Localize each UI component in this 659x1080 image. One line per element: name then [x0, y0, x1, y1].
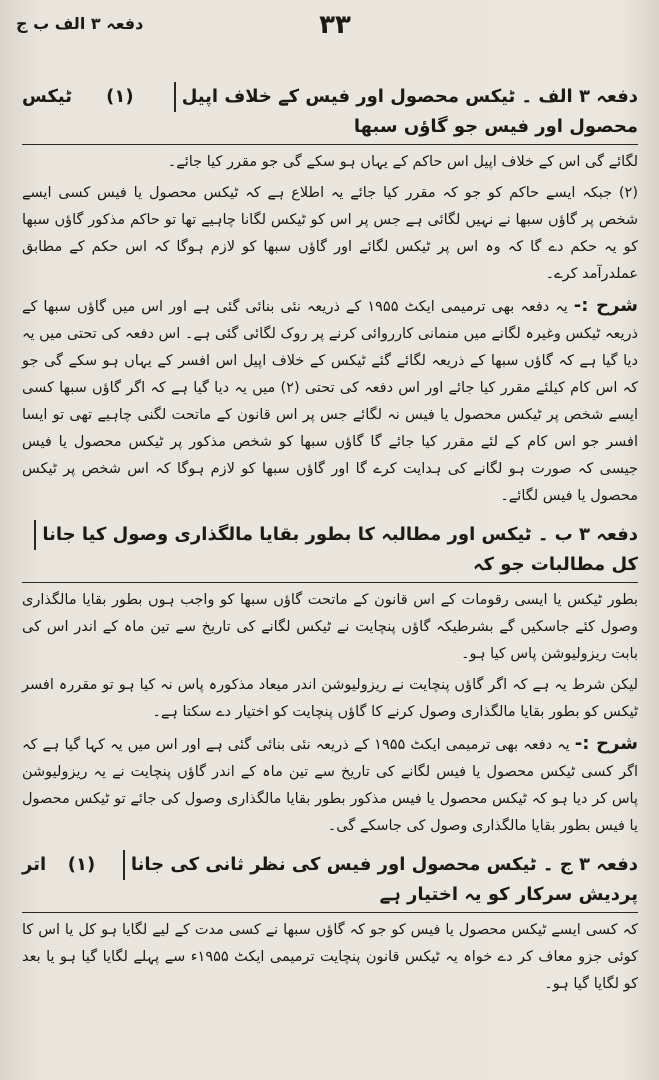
commentary-label: شرح :-: [574, 733, 639, 754]
section-3a: [22, 82, 638, 510]
section-3b: [22, 520, 638, 840]
paragraph: (۲) جبکہ ایسے حاکم کو جو کہ مقرر کیا جائے یہ اطلاع ہے کہ ٹیکس محصول یا فیس کسی ایسے شخص پر گاؤں سبھا نے نہیں لگائی ہے جس پر اس کو ٹیکس لگانا چاہیے تھا تو حاکم مذکور گاؤں سبھا کو یہ حکم دے گا کہ وہ اس پر ٹیکس لگائے اور گاؤں سبھا کو لازم ہوگا کہ اس حکم کے مطابق عملدرآمد کرے۔: [22, 185, 638, 282]
section-heading: [22, 520, 638, 583]
paragraph: بطور ٹیکس یا ایسی رقومات کے اس قانون کے ماتحت گاؤں سبھا کو واجب ہوں بطور بقایا مالگذاری وصول کئے جاسکیں گے بشرطیکہ گاؤں پنچایت نے ٹیکس لگانے کی تاریخ سے تین ماہ کے اندر اس کی بابت ریزولیوشن پاس کیا ہو۔: [22, 592, 638, 662]
commentary: [22, 292, 638, 510]
paragraph: کہ کسی ایسے ٹیکس محصول یا فیس کو جو کہ گاؤں سبھا نے کسی مدت کے لیے لگایا ہو کل یا اس کا کوئی جزو معاف کر دے خواہ یہ ٹیکس قانون پنچایت ترمیمی ایکٹ ۱۹۵۵ء سے پہلے لگایا گیا ہو یا بعد کو لگایا گیا ہو۔: [22, 922, 639, 992]
section-heading: [22, 82, 638, 145]
section-title: دفعہ ۳ ج ۔ ٹیکس محصول اور فیس کی نظر ثانی کی جانا: [123, 850, 638, 880]
commentary-label: شرح :-: [573, 295, 639, 316]
page-body: [22, 82, 638, 1072]
section-title: دفعہ ۳ ب ۔ ٹیکس اور مطالبہ کا بطور بقایا مالگذاری وصول کیا جانا: [34, 520, 638, 550]
section-title-tail: (۱) ٹیکس محصول اور فیس جو گاؤں سبھا: [22, 86, 638, 137]
paragraph: لگائے گی اس کے خلاف اپیل اس حاکم کے یہاں ہو سکے گی جو مقرر کیا جائے۔: [167, 154, 638, 170]
section-title-tail: کل مطالبات جو کہ: [473, 554, 638, 575]
commentary-text: یہ دفعہ بھی ترمیمی ایکٹ ۱۹۵۵ کے ذریعہ نئی بنائی گئی ہے اور اس میں یہ کہا گیا ہے کہ اگر کسی ٹیکس محصول یا فیس لگانے کی تاریخ سے تین ماہ کے اندر گاؤں پنچایت نے یہ ریزولیوشن پاس کر دیا ہو کہ ٹیکس محصول یا فیس مذکور بطور بقایا مالگذاری وصول کی جائے تو ٹیکس محصول یا فیس بطور بقایا مالگذاری وصول کی جاسکے گی۔: [22, 737, 638, 834]
section-heading: [22, 850, 638, 913]
section-title-tail: (۱) اتر پردیش سرکار کو یہ اختیار ہے: [22, 854, 638, 905]
page-number: ۳۳: [319, 10, 351, 40]
commentary-text: یہ دفعہ بھی ترمیمی ایکٹ ۱۹۵۵ کے ذریعہ نئی بنائی گئی ہے اور اس میں گاؤں سبھا کے ذریعہ ٹیکس وغیرہ لگانے میں منمانی کارروائی کرنے پر روک لگائی گئی ہے۔ اس دفعہ کی تحتی میں یہ دیا گیا ہے کہ گاؤں سبھا کے ذریعہ لگائے گئے ٹیکس کے خلاف اپیل اس افسر کے یہاں ہو سکے گی جو کہ اس کام کیلئے مقرر کیا جائے اور اس دفعہ کی تحتی (۲) میں یہ دیا گیا ہے کہ اگر گاؤں سبھا کسی ایسے شخص پر ٹیکس محصول یا فیس نہ لگائے جس پر اس قانون کے ماتحت لگنی چاہیے تھی تو ایسا افسر جو اس کام کے لئے مقرر کیا جائے گا گاؤں سبھا کو شخص مذکور پر ٹیکس محصول یا فیس جیسی کہ صورت ہو لگانے کی ہدایت کرے گا اور گاؤں سبھا کو لازم ہوگا کہ اس شخص پر ٹیکس محصول یا فیس لگائے۔: [22, 299, 638, 504]
section-title: دفعہ ۳ الف ۔ ٹیکس محصول اور فیس کے خلاف اپیل: [174, 82, 638, 112]
paragraph: لیکن شرط یہ ہے کہ اگر گاؤں پنچایت نے ریزولیوشن اندر میعاد مذکورہ پاس نہ کیا ہو تو مقررہ افسر ٹیکس کو بطور بقایا مالگذاری وصول کرنے کا گاؤں پنچایت کو اختیار دے سکتا ہے۔: [22, 677, 638, 720]
running-head: دفعہ ۳ الف ب ج: [16, 14, 144, 33]
commentary: [22, 730, 638, 840]
page-header: [0, 10, 659, 44]
section-3c: [22, 850, 638, 998]
